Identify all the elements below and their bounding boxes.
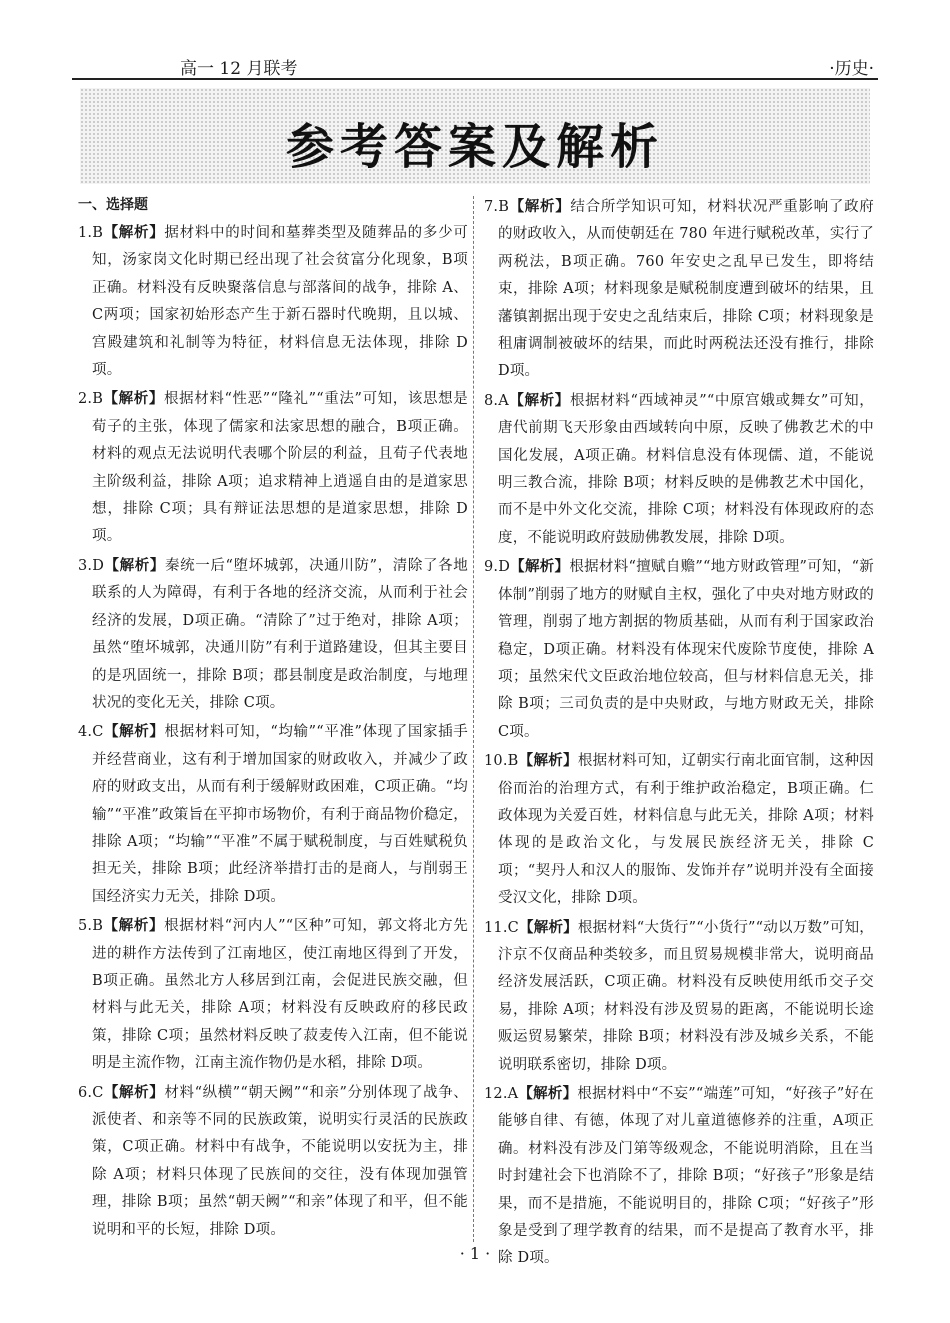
analysis-tag: 【解析】 [510,559,570,576]
page-number: · 1 · [459,1244,491,1263]
analysis-tag: 【解析】 [104,557,165,574]
analysis-tag: 【解析】 [518,919,578,936]
answer-number: 12.A [484,1086,519,1102]
answer-text: 秦统一后“堕坏城郭，决通川防”，清除了各地联系的人为障碍，有利于各地的经济交流，从而利于社会经济的发展，D项正确。“清除了”过于绝对，排除 A项；虽然“堕坏城郭，决通川防”有利于道路建设，但其主要目的是巩固统一，排除 B项；郡县制度是政治制度，与地理状况的变化无关，排除 C项。 [92,557,468,711]
analysis-tag: 【解析】 [103,391,164,408]
answer-number: 2.B [78,391,104,408]
answer-number: 5.B [78,918,104,935]
answer-item [78,220,468,384]
analysis-tag: 【解析】 [103,724,165,741]
answer-number: 3.D [78,557,105,574]
answer-text: 根据材料中“不妄”“端莲”可知，“好孩子”好在能够自律、有德，体现了对儿童道德修养的注重，A项正确。材料没有涉及门第等级观念，不能说明消除，且在当时封建社会下也消除不了，排除 B项；“好孩子”形象是结果，而不是措施，不能说明目的，排除 C项；“好孩子”形象是受到了理学教育的结果，而不是提高了教育水平，排除 D项。 [498,1086,874,1267]
answer-text: 根据材料“性恶”“隆礼”“重法”可知，该思想是荀子的主张，体现了儒家和法家思想的融合，B项正确。材料的观点无法说明代表哪个阶层的利益，且荀子代表地主阶级利益，排除 A项；追求精神上逍遥自由的是道家思想，排除 C项；具有辩证法思想的是道家思想，排除 D项。 [92,391,468,545]
title-banner [80,88,870,184]
column-divider [473,196,474,1242]
header-subject: ·历史· [829,59,874,79]
answer-item [78,913,468,1077]
answer-item [78,553,468,717]
answer-item [78,719,468,911]
answer-number: 7.B [484,199,510,215]
page-header [72,52,878,80]
answer-item [484,554,874,746]
left-column [78,194,468,1246]
answer-text: 根据材料“擅赋自赡”“地方财政管理”可知，“新体制”削弱了地方的财赋自主权，强化了中央对地方财政的管理，削弱了地方割据的物质基础，从而有利于国家政治稳定，D项正确。材料没有体现宋代废除节度使，排除 A项；虽然宋代文臣政治地位较高，但与材料信息无关，排除 B项；三司负责的是中央财政，与地方财政无关，排除 C项。 [498,559,874,740]
page-title: 参考答案及解析 [285,119,664,175]
answer-number: 6.C [78,1084,104,1101]
right-column [484,194,874,1275]
answer-item [484,915,874,1079]
right-answer-list [484,194,874,1273]
analysis-tag: 【解析】 [103,918,165,935]
answer-number: 4.C [78,724,104,741]
answer-number: 11.C [484,919,519,936]
answer-item [484,748,874,912]
analysis-tag: 【解析】 [518,753,578,770]
section-title: 一、选择题 [78,197,148,213]
answer-text: 结合所学知识可知，材料状况严重影响了政府的财政收入，从而使朝廷在 780 年进行赋税改革，实行了两税法，B项正确。760 年安史之乱早已发生，即将结束，排除 A项；材料现象是赋税制度遭到破坏的结果，且藩镇割据出现于安史之乱结束后，排除 C项；材料现象是租庸调制被破坏的结果，而此时两税法还没有推行，排除 D项。 [498,199,874,380]
answer-item [78,1080,468,1244]
answer-item [484,388,874,552]
answer-text: 根据材料可知，“均输”“平准”体现了国家插手并经营商业，这有利于增加国家的财政收入，并减少了政府的财政支出，从而有利于缓解财政困难，C项正确。“均输”“平准”政策旨在平抑市场物价，有利于商品物价稳定，排除 A项；“均输”“平准”不属于赋税制度，与百姓赋税负担无关，排除 B项；此经济举措打击的是商人，与削弱王国经济实力无关，排除 D项。 [92,724,468,905]
answer-text: 根据材料“河内人”“区种”可知，郭文将北方先进的耕作方法传到了江南地区，使江南地区得到了开发，B项正确。虽然北方人移居到江南，会促进民族交融，但材料与此无关，排除 A项；材料没有反映政府的移民政策，排除 C项；虽然材料反映了菽麦传入江南，但不能说明是主流作物，江南主流作物仍是水稻，排除 D项。 [92,918,468,1072]
answer-number: 1.B [78,225,104,241]
answer-text: 根据材料可知，辽朝实行南北面官制，这种因俗而治的治理方式，有利于维护政治稳定，B项正确。仁政体现为关爱百姓，材料信息与此无关，排除 A项；材料体现的是政治文化，与发展民族经济无关，排除 C项；“契丹人和汉人的服饰、发饰并存”说明并没有全面接受汉文化，排除 D项。 [498,753,874,907]
answer-item [78,386,468,550]
analysis-tag: 【解析】 [509,199,571,215]
answer-text: 材料“纵横”“朝天阙”“和亲”分别体现了战争、派使者、和亲等不同的民族政策，说明实行灵活的民族政策，C项正确。材料中有战争，不能说明以安抚为主，排除 A项；材料只体现了民族间的交往，没有体现加强管理，排除 B项；虽然“朝天阙”“和亲”体现了和平，但不能说明和平的长短，排除 D项。 [92,1084,468,1238]
analysis-tag: 【解析】 [103,1084,165,1101]
answer-item [484,194,874,386]
answer-number: 8.A [484,392,509,409]
header-exam-name: 高一 12 月联考 [180,59,298,79]
answer-number: 10.B [484,753,519,770]
answer-text: 根据材料“西域神灵”“中原宫娥或舞女”可知，唐代前期飞天形象由西域转向中原，反映了佛教艺术的中国化发展，A项正确。材料信息没有体现儒、道，不能说明三教合流，排除 B项；材料反映的是佛教艺术中国化，而不是中外文化交流，排除 C项；材料没有体现政府的态度，不能说明政府鼓励佛教发展，排除 D项。 [498,392,874,546]
answer-number: 9.D [484,559,511,576]
answer-text: 据材料中的时间和墓葬类型及随葬品的多少可知，汤家岗文化时期已经出现了社会贫富分化现象，B项正确。材料没有反映聚落信息与部落间的战争，排除 A、C两项；国家初始形态产生于新石器时代晚期，且以城、宫殿建筑和礼制等为特征，材料信息无法体现，排除 D项。 [92,225,468,379]
answer-text: 根据材料“大货行”“小货行”“动以万数”可知，汴京不仅商品种类较多，而且贸易规模非常大，说明商品经济发展活跃，C项正确。材料没有反映使用纸币交子交易，排除 A项；材料没有涉及贸易的距离，不能说明长途贩运贸易繁荣，排除 B项；材料没有涉及城乡关系，不能说明联系密切，排除 D项。 [498,919,874,1073]
analysis-tag: 【解析】 [103,225,165,241]
analysis-tag: 【解析】 [508,392,570,409]
left-answer-list [78,220,468,1244]
analysis-tag: 【解析】 [518,1086,578,1102]
